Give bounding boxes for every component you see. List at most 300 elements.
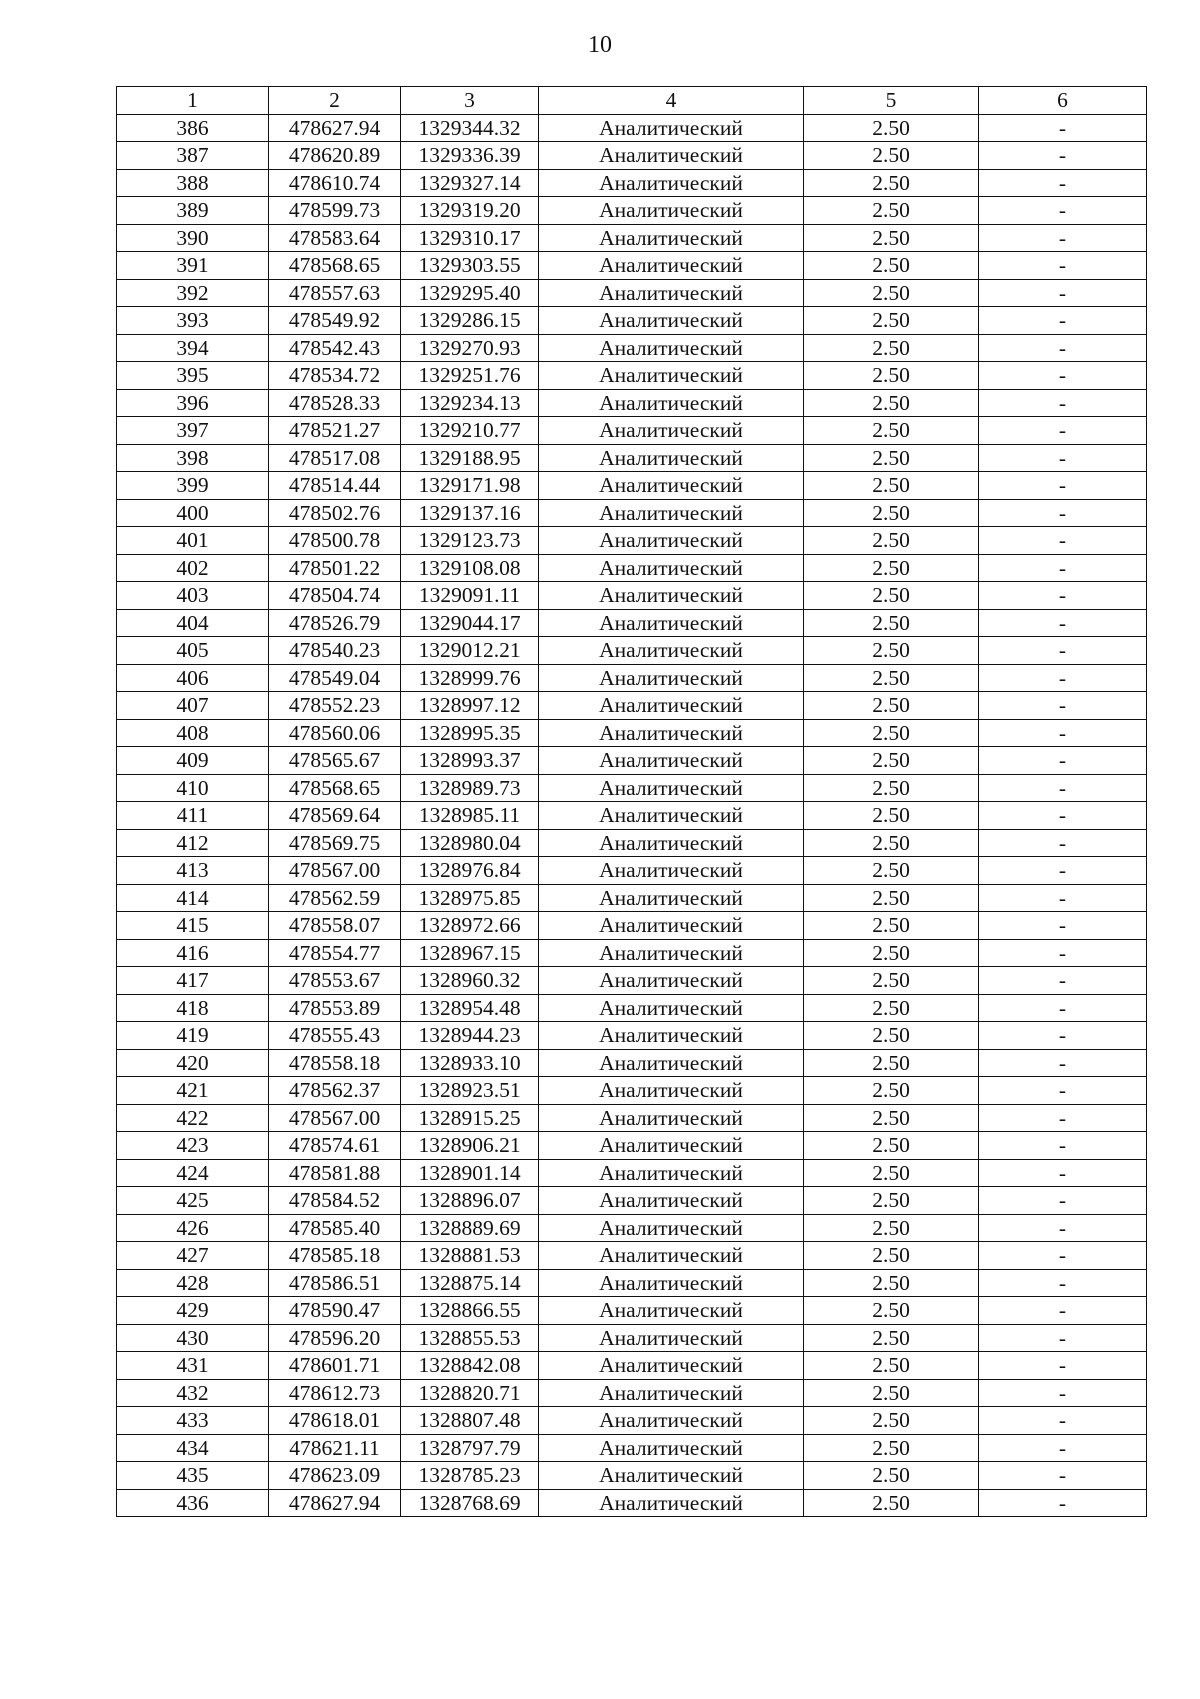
accuracy-cell: 2.50 bbox=[804, 169, 979, 197]
x-coordinate-cell: 478567.00 bbox=[269, 857, 401, 885]
point-number-cell: 431 bbox=[117, 1352, 269, 1380]
x-coordinate-cell: 478585.40 bbox=[269, 1214, 401, 1242]
table-row bbox=[117, 197, 1147, 225]
table-row bbox=[117, 747, 1147, 775]
accuracy-cell: 2.50 bbox=[804, 637, 979, 665]
method-cell: Аналитический bbox=[539, 307, 804, 335]
accuracy-cell: 2.50 bbox=[804, 857, 979, 885]
y-coordinate-cell: 1328999.76 bbox=[401, 664, 539, 692]
method-cell: Аналитический bbox=[539, 1104, 804, 1132]
y-coordinate-cell: 1329251.76 bbox=[401, 362, 539, 390]
method-cell: Аналитический bbox=[539, 252, 804, 280]
y-coordinate-cell: 1329137.16 bbox=[401, 499, 539, 527]
x-coordinate-cell: 478549.04 bbox=[269, 664, 401, 692]
point-number-cell: 413 bbox=[117, 857, 269, 885]
point-number-cell: 388 bbox=[117, 169, 269, 197]
accuracy-cell: 2.50 bbox=[804, 1242, 979, 1270]
table-row bbox=[117, 1132, 1147, 1160]
table-row bbox=[117, 719, 1147, 747]
point-number-cell: 400 bbox=[117, 499, 269, 527]
accuracy-cell: 2.50 bbox=[804, 939, 979, 967]
method-cell: Аналитический bbox=[539, 1187, 804, 1215]
table-row bbox=[117, 142, 1147, 170]
table-row bbox=[117, 554, 1147, 582]
y-coordinate-cell: 1329295.40 bbox=[401, 279, 539, 307]
x-coordinate-cell: 478599.73 bbox=[269, 197, 401, 225]
y-coordinate-cell: 1329344.32 bbox=[401, 114, 539, 142]
note-cell: - bbox=[979, 1434, 1147, 1462]
method-cell: Аналитический bbox=[539, 197, 804, 225]
x-coordinate-cell: 478596.20 bbox=[269, 1324, 401, 1352]
method-cell: Аналитический bbox=[539, 692, 804, 720]
note-cell: - bbox=[979, 857, 1147, 885]
x-coordinate-cell: 478514.44 bbox=[269, 472, 401, 500]
point-number-cell: 424 bbox=[117, 1159, 269, 1187]
method-cell: Аналитический bbox=[539, 169, 804, 197]
x-coordinate-cell: 478569.64 bbox=[269, 802, 401, 830]
method-cell: Аналитический bbox=[539, 1049, 804, 1077]
note-cell: - bbox=[979, 1242, 1147, 1270]
table-row bbox=[117, 692, 1147, 720]
y-coordinate-cell: 1329319.20 bbox=[401, 197, 539, 225]
accuracy-cell: 2.50 bbox=[804, 527, 979, 555]
x-coordinate-cell: 478565.67 bbox=[269, 747, 401, 775]
method-cell: Аналитический bbox=[539, 774, 804, 802]
method-cell: Аналитический bbox=[539, 1379, 804, 1407]
point-number-cell: 398 bbox=[117, 444, 269, 472]
table-row bbox=[117, 884, 1147, 912]
accuracy-cell: 2.50 bbox=[804, 472, 979, 500]
accuracy-cell: 2.50 bbox=[804, 1159, 979, 1187]
table-row bbox=[117, 857, 1147, 885]
x-coordinate-cell: 478590.47 bbox=[269, 1297, 401, 1325]
accuracy-cell: 2.50 bbox=[804, 1462, 979, 1490]
accuracy-cell: 2.50 bbox=[804, 609, 979, 637]
method-cell: Аналитический bbox=[539, 1269, 804, 1297]
method-cell: Аналитический bbox=[539, 1159, 804, 1187]
y-coordinate-cell: 1328842.08 bbox=[401, 1352, 539, 1380]
y-coordinate-cell: 1328954.48 bbox=[401, 994, 539, 1022]
y-coordinate-cell: 1328906.21 bbox=[401, 1132, 539, 1160]
note-cell: - bbox=[979, 1077, 1147, 1105]
accuracy-cell: 2.50 bbox=[804, 499, 979, 527]
note-cell: - bbox=[979, 994, 1147, 1022]
x-coordinate-cell: 478586.51 bbox=[269, 1269, 401, 1297]
column-header: 2 bbox=[269, 87, 401, 115]
note-cell: - bbox=[979, 1214, 1147, 1242]
method-cell: Аналитический bbox=[539, 802, 804, 830]
x-coordinate-cell: 478612.73 bbox=[269, 1379, 401, 1407]
y-coordinate-cell: 1328989.73 bbox=[401, 774, 539, 802]
point-number-cell: 415 bbox=[117, 912, 269, 940]
accuracy-cell: 2.50 bbox=[804, 389, 979, 417]
note-cell: - bbox=[979, 554, 1147, 582]
column-header: 5 bbox=[804, 87, 979, 115]
point-number-cell: 418 bbox=[117, 994, 269, 1022]
accuracy-cell: 2.50 bbox=[804, 774, 979, 802]
note-cell: - bbox=[979, 829, 1147, 857]
method-cell: Аналитический bbox=[539, 472, 804, 500]
note-cell: - bbox=[979, 719, 1147, 747]
method-cell: Аналитический bbox=[539, 417, 804, 445]
y-coordinate-cell: 1329108.08 bbox=[401, 554, 539, 582]
point-number-cell: 394 bbox=[117, 334, 269, 362]
note-cell: - bbox=[979, 307, 1147, 335]
y-coordinate-cell: 1329171.98 bbox=[401, 472, 539, 500]
table-row bbox=[117, 1489, 1147, 1517]
table-row bbox=[117, 637, 1147, 665]
x-coordinate-cell: 478555.43 bbox=[269, 1022, 401, 1050]
table-row bbox=[117, 444, 1147, 472]
table-row bbox=[117, 1242, 1147, 1270]
x-coordinate-cell: 478500.78 bbox=[269, 527, 401, 555]
y-coordinate-cell: 1329327.14 bbox=[401, 169, 539, 197]
accuracy-cell: 2.50 bbox=[804, 197, 979, 225]
table-row bbox=[117, 1022, 1147, 1050]
x-coordinate-cell: 478560.06 bbox=[269, 719, 401, 747]
point-number-cell: 393 bbox=[117, 307, 269, 335]
table-row bbox=[117, 114, 1147, 142]
y-coordinate-cell: 1329188.95 bbox=[401, 444, 539, 472]
point-number-cell: 429 bbox=[117, 1297, 269, 1325]
table-row bbox=[117, 967, 1147, 995]
method-cell: Аналитический bbox=[539, 1462, 804, 1490]
point-number-cell: 434 bbox=[117, 1434, 269, 1462]
point-number-cell: 396 bbox=[117, 389, 269, 417]
point-number-cell: 427 bbox=[117, 1242, 269, 1270]
note-cell: - bbox=[979, 939, 1147, 967]
accuracy-cell: 2.50 bbox=[804, 142, 979, 170]
note-cell: - bbox=[979, 334, 1147, 362]
method-cell: Аналитический bbox=[539, 444, 804, 472]
note-cell: - bbox=[979, 417, 1147, 445]
point-number-cell: 423 bbox=[117, 1132, 269, 1160]
x-coordinate-cell: 478517.08 bbox=[269, 444, 401, 472]
point-number-cell: 392 bbox=[117, 279, 269, 307]
method-cell: Аналитический bbox=[539, 1434, 804, 1462]
x-coordinate-cell: 478601.71 bbox=[269, 1352, 401, 1380]
method-cell: Аналитический bbox=[539, 719, 804, 747]
point-number-cell: 430 bbox=[117, 1324, 269, 1352]
y-coordinate-cell: 1328997.12 bbox=[401, 692, 539, 720]
note-cell: - bbox=[979, 169, 1147, 197]
accuracy-cell: 2.50 bbox=[804, 664, 979, 692]
method-cell: Аналитический bbox=[539, 857, 804, 885]
method-cell: Аналитический bbox=[539, 664, 804, 692]
y-coordinate-cell: 1328985.11 bbox=[401, 802, 539, 830]
note-cell: - bbox=[979, 1104, 1147, 1132]
note-cell: - bbox=[979, 692, 1147, 720]
x-coordinate-cell: 478521.27 bbox=[269, 417, 401, 445]
accuracy-cell: 2.50 bbox=[804, 1022, 979, 1050]
note-cell: - bbox=[979, 389, 1147, 417]
point-number-cell: 436 bbox=[117, 1489, 269, 1517]
table-row bbox=[117, 802, 1147, 830]
x-coordinate-cell: 478568.65 bbox=[269, 252, 401, 280]
x-coordinate-cell: 478534.72 bbox=[269, 362, 401, 390]
note-cell: - bbox=[979, 197, 1147, 225]
table-header-row bbox=[117, 87, 1147, 115]
y-coordinate-cell: 1328976.84 bbox=[401, 857, 539, 885]
point-number-cell: 419 bbox=[117, 1022, 269, 1050]
method-cell: Аналитический bbox=[539, 389, 804, 417]
method-cell: Аналитический bbox=[539, 114, 804, 142]
table-row bbox=[117, 527, 1147, 555]
x-coordinate-cell: 478557.63 bbox=[269, 279, 401, 307]
method-cell: Аналитический bbox=[539, 1352, 804, 1380]
note-cell: - bbox=[979, 1324, 1147, 1352]
note-cell: - bbox=[979, 967, 1147, 995]
note-cell: - bbox=[979, 472, 1147, 500]
point-number-cell: 395 bbox=[117, 362, 269, 390]
point-number-cell: 389 bbox=[117, 197, 269, 225]
coordinates-table-body bbox=[117, 87, 1147, 1517]
method-cell: Аналитический bbox=[539, 637, 804, 665]
accuracy-cell: 2.50 bbox=[804, 1407, 979, 1435]
x-coordinate-cell: 478553.67 bbox=[269, 967, 401, 995]
accuracy-cell: 2.50 bbox=[804, 114, 979, 142]
table-row bbox=[117, 279, 1147, 307]
method-cell: Аналитический bbox=[539, 1407, 804, 1435]
note-cell: - bbox=[979, 1187, 1147, 1215]
method-cell: Аналитический bbox=[539, 554, 804, 582]
x-coordinate-cell: 478558.18 bbox=[269, 1049, 401, 1077]
note-cell: - bbox=[979, 747, 1147, 775]
point-number-cell: 422 bbox=[117, 1104, 269, 1132]
table-row bbox=[117, 169, 1147, 197]
table-row bbox=[117, 912, 1147, 940]
y-coordinate-cell: 1329303.55 bbox=[401, 252, 539, 280]
x-coordinate-cell: 478581.88 bbox=[269, 1159, 401, 1187]
table-row bbox=[117, 307, 1147, 335]
x-coordinate-cell: 478552.23 bbox=[269, 692, 401, 720]
x-coordinate-cell: 478584.52 bbox=[269, 1187, 401, 1215]
y-coordinate-cell: 1329234.13 bbox=[401, 389, 539, 417]
note-cell: - bbox=[979, 1269, 1147, 1297]
point-number-cell: 404 bbox=[117, 609, 269, 637]
accuracy-cell: 2.50 bbox=[804, 1379, 979, 1407]
point-number-cell: 409 bbox=[117, 747, 269, 775]
note-cell: - bbox=[979, 142, 1147, 170]
accuracy-cell: 2.50 bbox=[804, 967, 979, 995]
accuracy-cell: 2.50 bbox=[804, 1297, 979, 1325]
y-coordinate-cell: 1328901.14 bbox=[401, 1159, 539, 1187]
accuracy-cell: 2.50 bbox=[804, 1049, 979, 1077]
y-coordinate-cell: 1329091.11 bbox=[401, 582, 539, 610]
point-number-cell: 387 bbox=[117, 142, 269, 170]
x-coordinate-cell: 478627.94 bbox=[269, 114, 401, 142]
table-row bbox=[117, 1297, 1147, 1325]
note-cell: - bbox=[979, 1132, 1147, 1160]
y-coordinate-cell: 1328972.66 bbox=[401, 912, 539, 940]
table-row bbox=[117, 994, 1147, 1022]
point-number-cell: 411 bbox=[117, 802, 269, 830]
accuracy-cell: 2.50 bbox=[804, 362, 979, 390]
table-row bbox=[117, 224, 1147, 252]
note-cell: - bbox=[979, 224, 1147, 252]
note-cell: - bbox=[979, 1297, 1147, 1325]
accuracy-cell: 2.50 bbox=[804, 829, 979, 857]
point-number-cell: 433 bbox=[117, 1407, 269, 1435]
method-cell: Аналитический bbox=[539, 1489, 804, 1517]
accuracy-cell: 2.50 bbox=[804, 1104, 979, 1132]
y-coordinate-cell: 1329286.15 bbox=[401, 307, 539, 335]
point-number-cell: 391 bbox=[117, 252, 269, 280]
accuracy-cell: 2.50 bbox=[804, 1132, 979, 1160]
y-coordinate-cell: 1328768.69 bbox=[401, 1489, 539, 1517]
y-coordinate-cell: 1328995.35 bbox=[401, 719, 539, 747]
y-coordinate-cell: 1328807.48 bbox=[401, 1407, 539, 1435]
y-coordinate-cell: 1328975.85 bbox=[401, 884, 539, 912]
x-coordinate-cell: 478621.11 bbox=[269, 1434, 401, 1462]
x-coordinate-cell: 478553.89 bbox=[269, 994, 401, 1022]
x-coordinate-cell: 478501.22 bbox=[269, 554, 401, 582]
accuracy-cell: 2.50 bbox=[804, 1214, 979, 1242]
note-cell: - bbox=[979, 1407, 1147, 1435]
x-coordinate-cell: 478526.79 bbox=[269, 609, 401, 637]
table-row bbox=[117, 582, 1147, 610]
table-row bbox=[117, 389, 1147, 417]
method-cell: Аналитический bbox=[539, 1324, 804, 1352]
y-coordinate-cell: 1328797.79 bbox=[401, 1434, 539, 1462]
accuracy-cell: 2.50 bbox=[804, 802, 979, 830]
note-cell: - bbox=[979, 1489, 1147, 1517]
y-coordinate-cell: 1329336.39 bbox=[401, 142, 539, 170]
point-number-cell: 408 bbox=[117, 719, 269, 747]
accuracy-cell: 2.50 bbox=[804, 692, 979, 720]
note-cell: - bbox=[979, 527, 1147, 555]
x-coordinate-cell: 478554.77 bbox=[269, 939, 401, 967]
table-row bbox=[117, 1352, 1147, 1380]
method-cell: Аналитический bbox=[539, 829, 804, 857]
point-number-cell: 420 bbox=[117, 1049, 269, 1077]
x-coordinate-cell: 478558.07 bbox=[269, 912, 401, 940]
method-cell: Аналитический bbox=[539, 1077, 804, 1105]
note-cell: - bbox=[979, 362, 1147, 390]
accuracy-cell: 2.50 bbox=[804, 994, 979, 1022]
x-coordinate-cell: 478540.23 bbox=[269, 637, 401, 665]
table-row bbox=[117, 472, 1147, 500]
table-row bbox=[117, 1324, 1147, 1352]
table-row bbox=[117, 1379, 1147, 1407]
table-row bbox=[117, 1187, 1147, 1215]
column-header: 1 bbox=[117, 87, 269, 115]
method-cell: Аналитический bbox=[539, 499, 804, 527]
table-row bbox=[117, 1462, 1147, 1490]
table-row bbox=[117, 1159, 1147, 1187]
x-coordinate-cell: 478562.59 bbox=[269, 884, 401, 912]
note-cell: - bbox=[979, 499, 1147, 527]
note-cell: - bbox=[979, 1352, 1147, 1380]
point-number-cell: 399 bbox=[117, 472, 269, 500]
note-cell: - bbox=[979, 609, 1147, 637]
table-row bbox=[117, 1407, 1147, 1435]
method-cell: Аналитический bbox=[539, 939, 804, 967]
method-cell: Аналитический bbox=[539, 224, 804, 252]
y-coordinate-cell: 1328896.07 bbox=[401, 1187, 539, 1215]
y-coordinate-cell: 1328889.69 bbox=[401, 1214, 539, 1242]
point-number-cell: 421 bbox=[117, 1077, 269, 1105]
method-cell: Аналитический bbox=[539, 1242, 804, 1270]
method-cell: Аналитический bbox=[539, 994, 804, 1022]
note-cell: - bbox=[979, 774, 1147, 802]
y-coordinate-cell: 1329012.21 bbox=[401, 637, 539, 665]
x-coordinate-cell: 478562.37 bbox=[269, 1077, 401, 1105]
x-coordinate-cell: 478569.75 bbox=[269, 829, 401, 857]
table-row bbox=[117, 499, 1147, 527]
accuracy-cell: 2.50 bbox=[804, 1489, 979, 1517]
note-cell: - bbox=[979, 114, 1147, 142]
method-cell: Аналитический bbox=[539, 279, 804, 307]
note-cell: - bbox=[979, 664, 1147, 692]
point-number-cell: 414 bbox=[117, 884, 269, 912]
note-cell: - bbox=[979, 1049, 1147, 1077]
accuracy-cell: 2.50 bbox=[804, 1187, 979, 1215]
y-coordinate-cell: 1328980.04 bbox=[401, 829, 539, 857]
note-cell: - bbox=[979, 802, 1147, 830]
point-number-cell: 403 bbox=[117, 582, 269, 610]
x-coordinate-cell: 478528.33 bbox=[269, 389, 401, 417]
x-coordinate-cell: 478567.00 bbox=[269, 1104, 401, 1132]
point-number-cell: 410 bbox=[117, 774, 269, 802]
table-row bbox=[117, 1434, 1147, 1462]
point-number-cell: 412 bbox=[117, 829, 269, 857]
accuracy-cell: 2.50 bbox=[804, 884, 979, 912]
x-coordinate-cell: 478585.18 bbox=[269, 1242, 401, 1270]
point-number-cell: 428 bbox=[117, 1269, 269, 1297]
y-coordinate-cell: 1328993.37 bbox=[401, 747, 539, 775]
x-coordinate-cell: 478549.92 bbox=[269, 307, 401, 335]
table-row bbox=[117, 417, 1147, 445]
accuracy-cell: 2.50 bbox=[804, 444, 979, 472]
note-cell: - bbox=[979, 912, 1147, 940]
accuracy-cell: 2.50 bbox=[804, 307, 979, 335]
x-coordinate-cell: 478502.76 bbox=[269, 499, 401, 527]
x-coordinate-cell: 478610.74 bbox=[269, 169, 401, 197]
x-coordinate-cell: 478568.65 bbox=[269, 774, 401, 802]
accuracy-cell: 2.50 bbox=[804, 1434, 979, 1462]
x-coordinate-cell: 478623.09 bbox=[269, 1462, 401, 1490]
point-number-cell: 397 bbox=[117, 417, 269, 445]
note-cell: - bbox=[979, 1379, 1147, 1407]
point-number-cell: 435 bbox=[117, 1462, 269, 1490]
point-number-cell: 432 bbox=[117, 1379, 269, 1407]
method-cell: Аналитический bbox=[539, 362, 804, 390]
x-coordinate-cell: 478574.61 bbox=[269, 1132, 401, 1160]
x-coordinate-cell: 478542.43 bbox=[269, 334, 401, 362]
accuracy-cell: 2.50 bbox=[804, 334, 979, 362]
x-coordinate-cell: 478583.64 bbox=[269, 224, 401, 252]
accuracy-cell: 2.50 bbox=[804, 719, 979, 747]
coordinates-table bbox=[116, 86, 1147, 1517]
column-header: 4 bbox=[539, 87, 804, 115]
method-cell: Аналитический bbox=[539, 1132, 804, 1160]
method-cell: Аналитический bbox=[539, 912, 804, 940]
table-row bbox=[117, 664, 1147, 692]
y-coordinate-cell: 1328881.53 bbox=[401, 1242, 539, 1270]
point-number-cell: 386 bbox=[117, 114, 269, 142]
method-cell: Аналитический bbox=[539, 142, 804, 170]
y-coordinate-cell: 1328785.23 bbox=[401, 1462, 539, 1490]
table-row bbox=[117, 334, 1147, 362]
x-coordinate-cell: 478627.94 bbox=[269, 1489, 401, 1517]
table-row bbox=[117, 362, 1147, 390]
y-coordinate-cell: 1329270.93 bbox=[401, 334, 539, 362]
method-cell: Аналитический bbox=[539, 609, 804, 637]
table-row bbox=[117, 1104, 1147, 1132]
y-coordinate-cell: 1328820.71 bbox=[401, 1379, 539, 1407]
point-number-cell: 406 bbox=[117, 664, 269, 692]
